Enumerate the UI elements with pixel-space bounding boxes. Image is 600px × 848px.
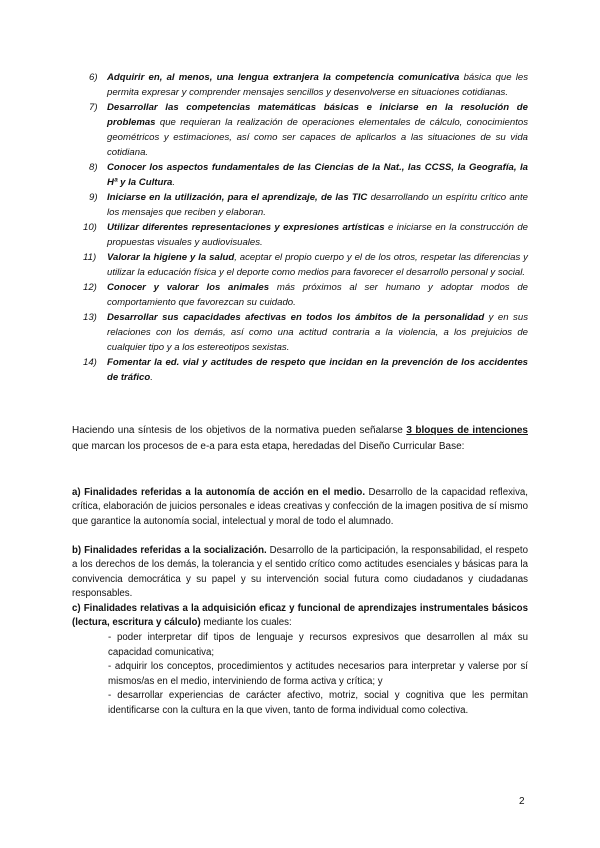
finalidad-c-bullets [108, 631, 528, 719]
objectives-list [83, 70, 528, 385]
objective-text: que requieran la realización de operaciones elementales de cálculo, conocimientos geométricos y estimaciones, así como ser capaces de aplicarlos a las situaciones de su vida cotidiana. [107, 117, 528, 158]
objective-text: . [150, 372, 153, 383]
objective-item [89, 100, 528, 160]
bullet-item: - poder interpretar dif tipos de lenguaje y recursos expresivos que desarrollen al máx su capacidad comunicativa; [108, 632, 528, 658]
objective-bold-text: Utilizar diferentes representaciones y expresiones artísticas [107, 222, 385, 233]
objective-number: 13) [83, 312, 97, 323]
finalidad-b-paragraph [72, 544, 528, 601]
intro-paragraph [72, 423, 528, 454]
page-number: 2 [519, 796, 525, 807]
objective-number: 14) [83, 357, 97, 368]
objective-number: 10) [83, 222, 97, 233]
finalidad-a-heading: a) Finalidades referidas a la autonomía de acción en el medio. [72, 487, 366, 498]
objective-number: 11) [83, 252, 97, 263]
objective-text: básica que les permita expresar y comprender mensajes sencillos y desenvolverse en situaciones cotidianas. [107, 72, 528, 98]
objective-bold-text: Valorar la higiene y la salud [107, 252, 235, 263]
objective-bold-text: Desarrollar sus capacidades afectivas en todos los ámbitos de la personalidad [107, 312, 485, 323]
objective-bold-text: Fomentar la ed. vial y actitudes de respeto que incidan en la prevención de los accidentes de tráfico [107, 357, 528, 383]
objective-number: 12) [83, 282, 97, 293]
intro-highlight: 3 bloques de intenciones [406, 425, 528, 436]
objective-text: . [172, 177, 176, 188]
objective-text: e iniciarse en la construcción de propuestas visuales y audiovisuales. [107, 222, 528, 248]
objective-number: 9) [89, 192, 98, 203]
objective-number: 7) [89, 102, 98, 113]
finalidad-a-text: Desarrollo de la capacidad reflexiva, crítica, elaboración de juicios personales e ideas creativas y confección de la imagen positiva de sí mismo que garantice la autonomía social, intelectual y moral de todo el alumnado. [72, 487, 528, 527]
objective-item [83, 250, 528, 280]
objective-item [89, 160, 528, 190]
objective-item [83, 310, 528, 355]
objective-item [83, 220, 528, 250]
objective-bold-text: Conocer y valorar los animales [107, 282, 270, 293]
objective-text: y en sus relaciones con los demás, así como una actitud contraria a la violencia, a los prejuicios de cualquier tipo y a los estereotipos sexistas. [107, 312, 528, 353]
intro-text: Haciendo una síntesis de los objetivos de la normativa pueden señalarse [72, 425, 407, 436]
finalidad-c-paragraph [72, 602, 528, 631]
finalidad-c-text: mediante los cuales: [200, 617, 292, 629]
objective-bold-text: Iniciarse en la utilización, para el aprendizaje, de las TIC [107, 192, 368, 203]
objective-text: desarrollando un espíritu crítico ante los mensajes que reciben y elaboran. [107, 192, 528, 218]
objective-bold-text: Conocer los aspectos fundamentales de las Ciencias de la Nat., las CCSS, la Geografía, la Hª y la Cultura [107, 162, 528, 188]
objective-item [83, 280, 528, 310]
intro-text-end: que marcan los procesos de e-a para esta etapa, heredadas del Diseño Curricular Base: [72, 440, 465, 452]
objective-bold-text: Desarrollar las competencias matemáticas básicas e iniciarse en la resolución de problemas [107, 102, 528, 128]
objective-number: 8) [89, 162, 98, 173]
objective-bold-text: Adquirir en, al menos, una lengua extranjera la competencia comunicativa [107, 72, 460, 83]
bullet-item: - adquirir los conceptos, procedimientos y actitudes necesarios para interpretar y valerse por sí mismos/as en el medio, interviniendo de forma activa y crítica; y [108, 661, 528, 687]
objective-text: , aceptar el propio cuerpo y el de los otros, respetar las diferencias y utilizar la educación física y el deporte como medios para favorecer el desarrollo personal y social. [107, 252, 528, 278]
finalidad-c-heading: c) Finalidades relativas a la adquisición eficaz y funcional de aprendizajes instrumentales básicos (lectura, escritura y cálculo) [72, 603, 528, 629]
finalidad-a-paragraph [72, 486, 528, 529]
objective-item [83, 355, 528, 385]
finalidad-b-heading: b) Finalidades referidas a la socialización. [72, 545, 267, 556]
bullet-item: - desarrollar experiencias de carácter afectivo, motriz, social y cognitiva que les permitan identificarse con la cultura en la que viven, tanto de forma individual como colectiva. [108, 690, 528, 716]
objective-item [89, 190, 528, 220]
objective-item [89, 70, 528, 100]
objective-number: 6) [89, 72, 98, 83]
finalidad-b-text: Desarrollo de la participación, la responsabilidad, el respeto a los derechos de los demás, la tolerancia y el sentido crítico como actitudes esenciales y básicas para la convivencia democrática y su papel y su intervención social futura como ciudadanos y ciudadanas responsables. [72, 545, 528, 599]
objective-text: más próximos al ser humano y adoptar modos de comportamiento que favorezcan su cuidado. [107, 282, 528, 308]
